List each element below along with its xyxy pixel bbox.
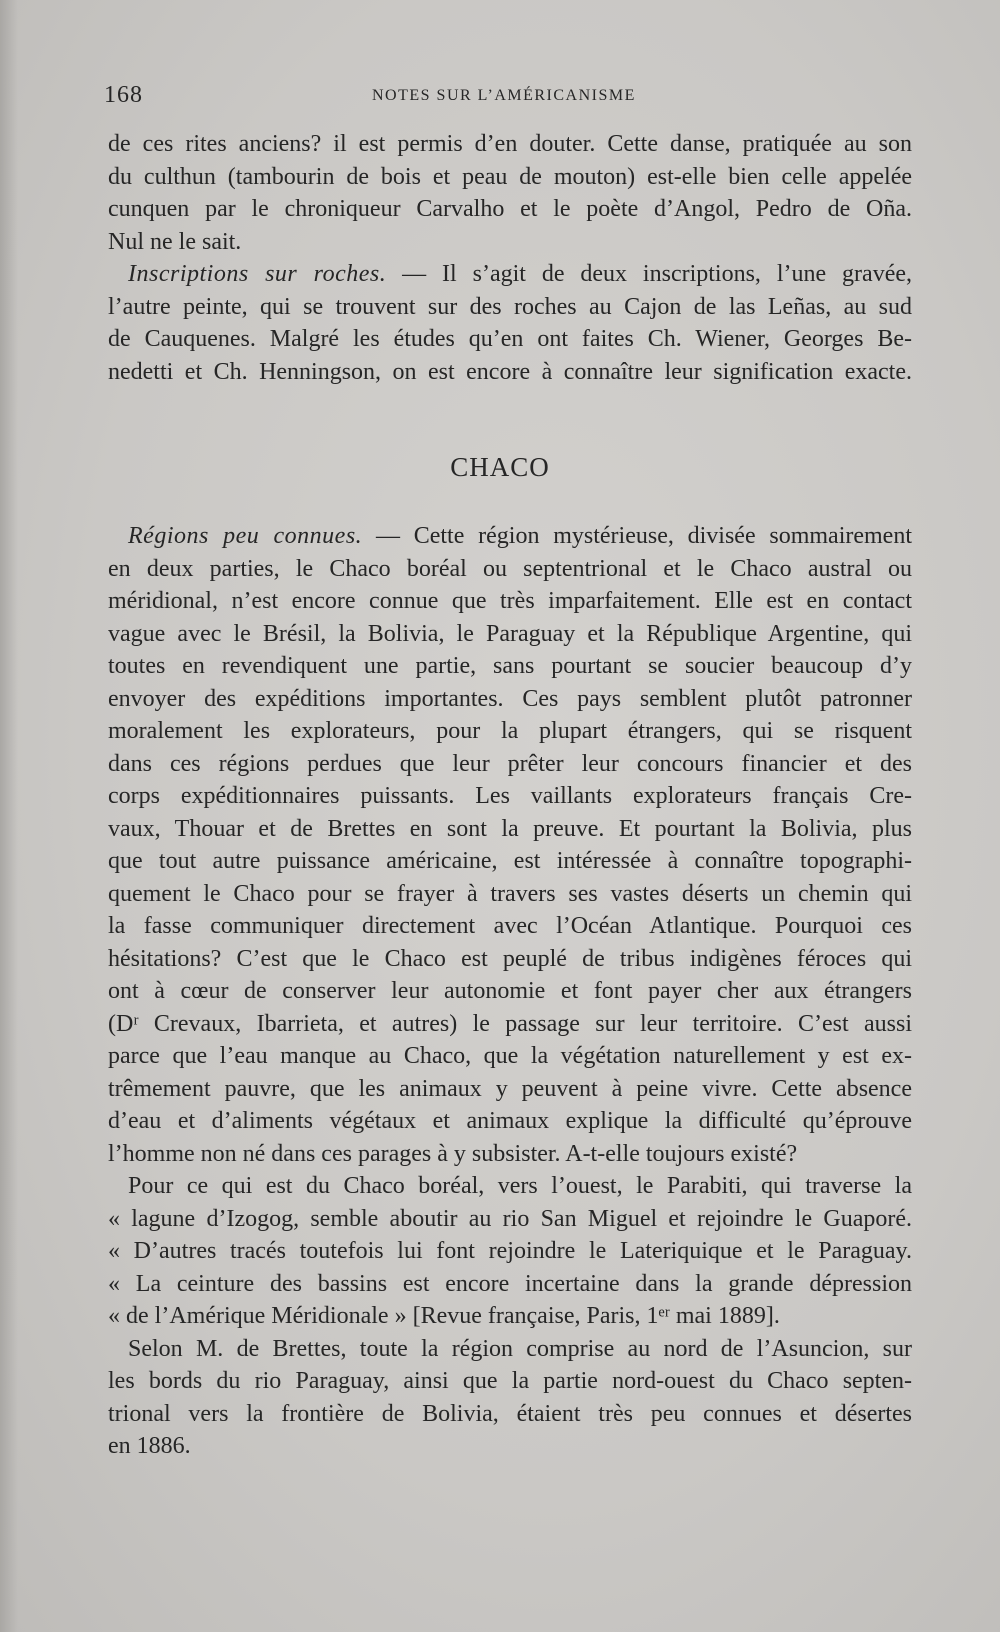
text-run: — Cette région mystérieuse, divisée sommairement: [362, 523, 913, 549]
text-line: vaux, Thouar et de Brettes en sont la preuve. Et pourtant la Bolivia, plus: [108, 815, 912, 842]
inscriptions-paragraph: [108, 258, 912, 388]
text-line: d’eau et d’aliments végétaux et animaux explique la difficulté qu’éprouve: [108, 1108, 912, 1134]
text-line: la fasse communiquer directement avec l’Océan Atlantique. Pourquoi ces: [108, 913, 912, 939]
running-title: NOTES SUR L’AMÉRICANISME: [372, 87, 636, 104]
brettes-paragraph: [108, 1333, 912, 1463]
paragraph-lead: Régions peu connues.: [128, 523, 363, 549]
text-line: toutes en revendiquent une partie, sans pourtant se soucier beaucoup d’y: [108, 653, 912, 679]
text-line: cunquen par le chroniqueur Carvalho et le poète d’Angol, Pedro de Oña.: [108, 196, 912, 222]
text-line: quement le Chaco pour se frayer à travers ses vastes déserts un chemin qui: [108, 880, 912, 907]
text-line: en 1886.: [108, 1433, 191, 1459]
text-line: corps expéditionnaires puissants. Les vaillants explorateurs français Cre-: [108, 783, 912, 809]
text-line: vague avec le Brésil, la Bolivia, le Paraguay et la République Argentine, qui: [108, 620, 912, 647]
text-line: ont à cœur de conserver leur autonomie et font payer cher aux étrangers: [108, 978, 912, 1004]
text-line: l’autre peinte, qui se trouvent sur des roches au Cajon de las Leñas, au sud: [108, 293, 912, 320]
text-line: « lagune d’Izogog, semble aboutir au rio San Miguel et rejoindre le Guaporé.: [108, 1205, 912, 1232]
text-line: les bords du rio Paraguay, ainsi que la partie nord-ouest du Chaco septen-: [108, 1368, 912, 1394]
page-number: 168: [104, 82, 143, 108]
text-line: dans ces régions perdues que leur prêter leur concours financier et des: [108, 750, 912, 777]
text-line: moralement les explorateurs, pour la plupart étrangers, qui se risquent: [108, 718, 912, 744]
text-line: [108, 520, 912, 553]
text-line: envoyer des expéditions importantes. Ces pays semblent plutôt patronner: [108, 685, 912, 712]
text-line: « D’autres tracés toutefois lui font rejoindre le Lateriquique et le Paraguay.: [108, 1238, 912, 1264]
text-line: l’homme non né dans ces parages à y subsister. A-t-elle toujours existé?: [108, 1140, 798, 1167]
text-run: — Il s’agit de deux inscriptions, l’une gravée,: [386, 261, 912, 287]
text-block-chaco: [108, 520, 912, 1463]
section-title: CHACO: [450, 452, 550, 482]
text-line: (Dʳ Crevaux, Ibarrieta, et autres) le passage sur leur territoire. C’est aussi: [108, 1010, 912, 1037]
text-line: trional vers la frontière de Bolivia, étaient très peu connues et désertes: [108, 1400, 912, 1427]
text-line: Nul ne le sait.: [108, 228, 242, 255]
text-line: parce que l’eau manque au Chaco, que la végétation naturellement y est ex-: [108, 1043, 912, 1069]
paragraph-lead: Inscriptions sur roches.: [128, 261, 387, 287]
text-line: Pour ce qui est du Chaco boréal, vers l’ouest, le Parabiti, qui traverse la: [128, 1173, 912, 1199]
text-line: Selon M. de Brettes, toute la région comprise au nord de l’Asuncion, sur: [128, 1335, 912, 1362]
boreal-paragraph: [108, 1170, 912, 1333]
text-line: en deux parties, le Chaco boréal ou septentrional et le Chaco austral ou: [108, 555, 912, 582]
text-line: du culthun (tambourin de bois et peau de mouton) est-elle bien celle appelée: [108, 163, 912, 190]
text-line: que tout autre puissance américaine, est intéressée à connaître topographi-: [108, 848, 912, 874]
text-line: de ces rites anciens? il est permis d’en douter. Cette danse, pratiquée au son: [108, 131, 912, 157]
page-binding-shadow: [0, 0, 18, 1632]
text-line: trêmement pauvre, que les animaux y peuvent à peine vivre. Cette absence: [108, 1075, 912, 1102]
text-line: nedetti et Ch. Henningson, on est encore à connaître leur signification exacte.: [108, 358, 912, 385]
text-line: « de l’Amérique Méridionale » [Revue française, Paris, 1ᵉʳ mai 1889].: [108, 1303, 780, 1329]
text-block-top: [108, 128, 912, 388]
chaco-paragraph: [108, 520, 912, 1170]
text-line: [108, 258, 912, 291]
text-line: de Cauquenes. Malgré les études qu’en ont faites Ch. Wiener, Georges Be-: [108, 326, 912, 352]
text-line: hésitations? C’est que le Chaco est peuplé de tribus indigènes féroces qui: [108, 945, 912, 972]
text-line: « La ceinture des bassins est encore incertaine dans la grande dépression: [108, 1270, 912, 1297]
text-line: méridional, n’est encore connue que très imparfaitement. Elle est en contact: [108, 588, 912, 614]
intro-paragraph: [108, 128, 912, 258]
